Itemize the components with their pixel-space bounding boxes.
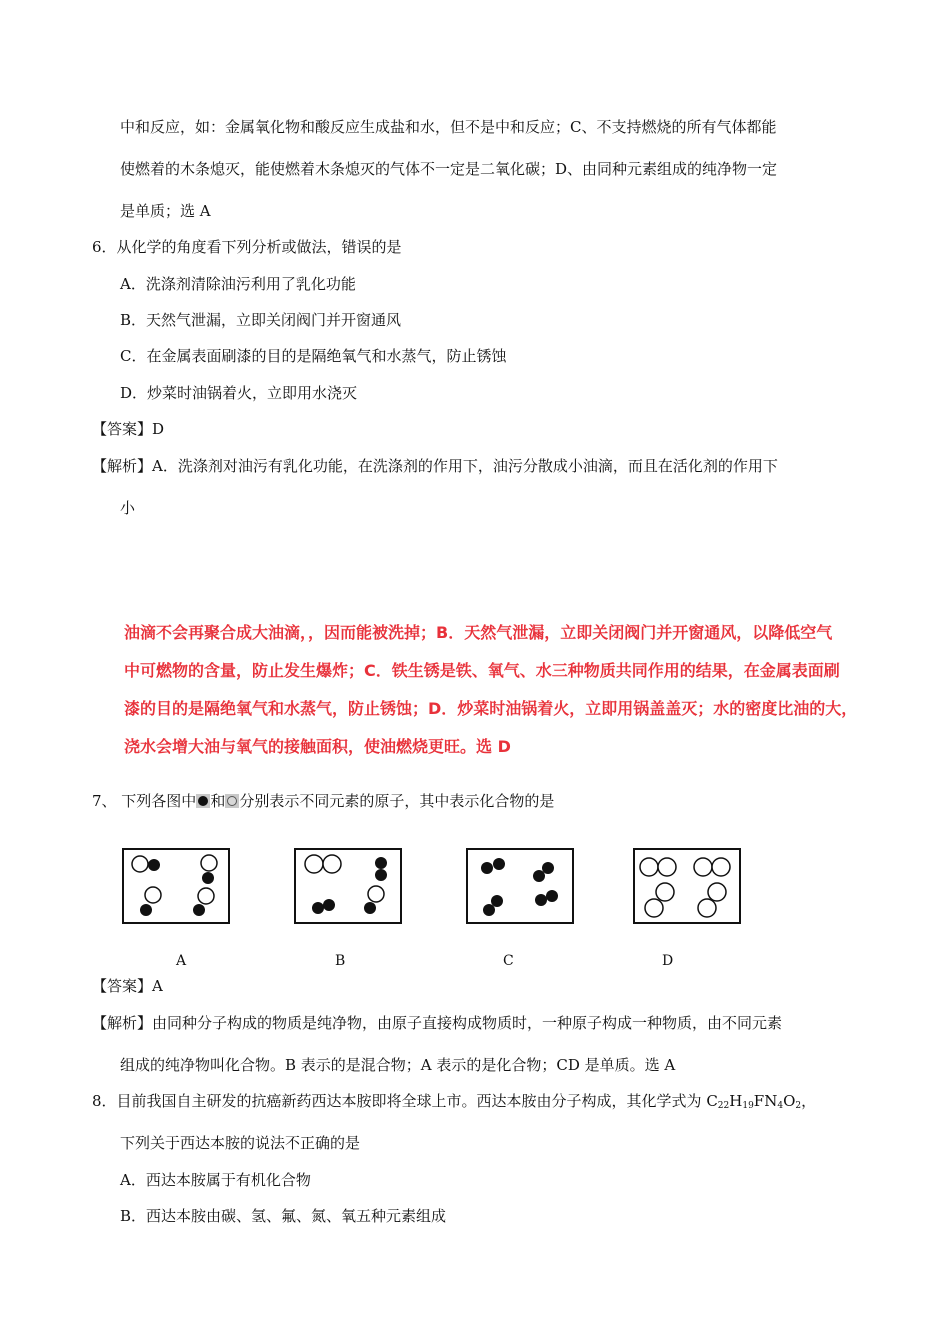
molecule-box-c bbox=[466, 848, 574, 924]
molecule-box-b bbox=[294, 848, 402, 924]
q6-stem: 6．从化学的角度看下列分析或做法，错误的是 bbox=[92, 238, 402, 256]
q6-option-a: A．洗涤剂清除油污利用了乳化功能 bbox=[120, 275, 356, 293]
q8-mid-fn: FN bbox=[753, 1092, 778, 1110]
q6-option-c: C．在金属表面刷漆的目的是隔绝氧气和水蒸气，防止锈蚀 bbox=[120, 347, 507, 365]
q6-answer: 【答案】D bbox=[92, 420, 165, 438]
q8-sub-c: 22 bbox=[717, 1101, 730, 1111]
molecule-diagram-a bbox=[124, 850, 228, 922]
q8-sub-n: 4 bbox=[777, 1101, 784, 1111]
box-label-d: D bbox=[662, 953, 674, 969]
q6-red-line1: 油滴不会再聚合成大油滴，，因而能被洗掉；B．天然气泄漏，立即关闭阀门并开窗通风，以降低空气 bbox=[124, 623, 833, 642]
q6-analysis-line2: 小 bbox=[120, 499, 136, 517]
q8-option-b: B．西达本胺由碳、氢、氟、氮、氧五种元素组成 bbox=[120, 1207, 447, 1225]
q7-answer: 【答案】A bbox=[92, 977, 163, 995]
q8-sub-o: 2 bbox=[795, 1101, 802, 1111]
q5-text-line3: 是单质；选 A bbox=[120, 202, 211, 220]
dark-atom-icon bbox=[196, 794, 210, 808]
q8-stem-pre: 8．目前我国自主研发的抗癌新药西达本胺即将全球上市。西达本胺由分子构成，其化学式为 C bbox=[92, 1092, 718, 1110]
light-atom-icon bbox=[225, 794, 239, 808]
q6-red-line2: 中可燃物的含量，防止发生爆炸；C．铁生锈是铁、氧气、水三种物质共同作用的结果，在金属表面刷 bbox=[124, 661, 840, 680]
q6-option-b: B．天然气泄漏，立即关闭阀门并开窗通风 bbox=[120, 311, 402, 329]
molecule-diagram-b bbox=[296, 850, 400, 922]
q6-analysis-line1: 【解析】A．洗涤剂对油污有乳化功能，在洗涤剂的作用下，油污分散成小油滴，而且在活化剂的作用下 bbox=[92, 457, 778, 475]
molecule-box-d bbox=[633, 848, 741, 924]
box-label-b: B bbox=[335, 953, 346, 969]
q7-stem-part1: 7、 下列各图中 bbox=[92, 792, 197, 810]
q7-stem-part2: 和 bbox=[210, 792, 226, 810]
q7-stem-part3: 分别表示不同元素的原子，其中表示化合物的是 bbox=[239, 792, 555, 810]
q8-mid-o: O bbox=[783, 1092, 796, 1110]
q8-stem-line2: 下列关于西达本胺的说法不正确的是 bbox=[120, 1134, 361, 1152]
box-label-a: A bbox=[176, 953, 187, 969]
q6-red-line3: 漆的目的是隔绝氧气和水蒸气，防止锈蚀；D．炒菜时油锅着火，立即用锅盖盖灭；水的密度比油的大， bbox=[124, 699, 858, 718]
q7-stem bbox=[92, 791, 554, 811]
q8-stem-post: ， bbox=[801, 1092, 817, 1110]
q7-analysis-line1: 【解析】由同种分子构成的物质是纯净物，由原子直接构成物质时，一种原子构成一种物质，由不同元素 bbox=[92, 1014, 783, 1032]
q8-option-a: A．西达本胺属于有机化合物 bbox=[120, 1171, 311, 1189]
q5-text-line1: 中和反应，如：金属氧化物和酸反应生成盐和水，但不是中和反应；C、不支持燃烧的所有气体都能 bbox=[120, 118, 777, 136]
molecule-box-a bbox=[122, 848, 230, 924]
q8-sub-h: 19 bbox=[742, 1101, 754, 1111]
molecule-diagram-d bbox=[635, 850, 739, 922]
q8-stem bbox=[92, 1091, 816, 1116]
q8-mid-h: H bbox=[729, 1092, 743, 1110]
box-label-c: C bbox=[503, 953, 514, 969]
q7-analysis-line2: 组成的纯净物叫化合物。B 表示的是混合物；A 表示的是化合物；CD 是单质。选 A bbox=[120, 1056, 676, 1074]
q5-text-line2: 使燃着的木条熄灭，能使燃着木条熄灭的气体不一定是二氧化碳；D、由同种元素组成的纯净物一定 bbox=[120, 160, 778, 178]
q6-option-d: D．炒菜时油锅着火，立即用水浇灭 bbox=[120, 384, 358, 402]
molecule-diagram-c bbox=[468, 850, 572, 922]
q6-red-line4: 浇水会增大油与氧气的接触面积，使油燃烧更旺。选 D bbox=[124, 737, 511, 756]
